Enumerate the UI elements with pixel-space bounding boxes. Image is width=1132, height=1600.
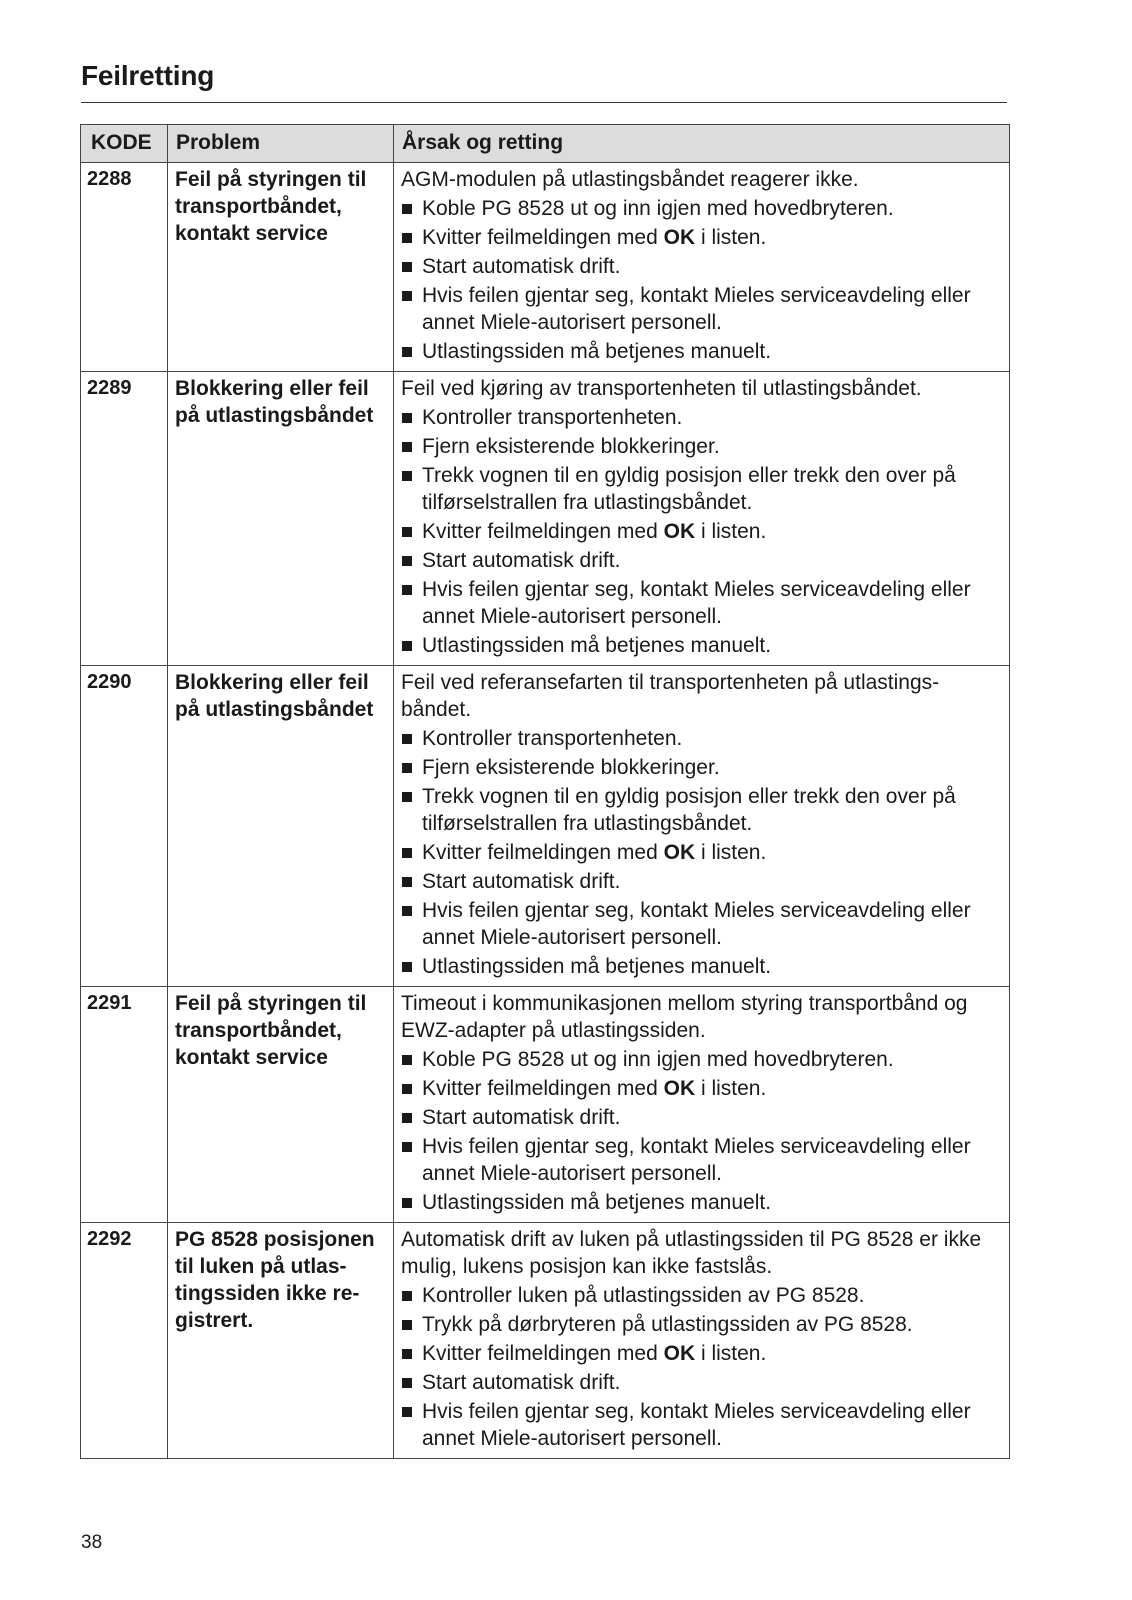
step-text: Kvitter feilmeldingen med <box>422 520 664 543</box>
cause-and-remedy <box>394 372 1010 666</box>
remedy-steps <box>401 725 1003 980</box>
remedy-steps <box>401 404 1003 659</box>
step-text: Hvis feilen gjentar seg, kontakt Mieles serviceavdeling eller annet Miele-autorisert personell. <box>422 284 971 334</box>
remedy-step <box>401 338 1003 365</box>
remedy-step <box>401 1369 1003 1396</box>
square-bullet-icon <box>402 413 412 423</box>
cause-text: Timeout i kommunikasjonen mellom styring transportbånd og EWZ-adapter på utlastingssiden. <box>401 992 968 1042</box>
remedy-steps <box>401 1282 1003 1452</box>
table-body <box>81 163 1010 1459</box>
ok-key-label: OK <box>663 520 696 543</box>
remedy-step <box>401 632 1003 659</box>
problem-description: PG 8528 posisjonen til luken på utlas-tingssiden ikke re-gistrert. <box>168 1223 394 1459</box>
step-text: Kontroller transportenheten. <box>422 727 683 750</box>
remedy-step <box>401 754 1003 781</box>
step-text: Utlastingssiden må betjenes manuelt. <box>422 955 772 978</box>
remedy-step <box>401 1046 1003 1073</box>
remedy-step <box>401 839 1003 866</box>
remedy-step <box>401 547 1003 574</box>
square-bullet-icon <box>402 1349 412 1359</box>
ok-key-label: OK <box>663 1342 696 1365</box>
remedy-steps <box>401 1046 1003 1216</box>
step-text: Koble PG 8528 ut og inn igjen med hovedbryteren. <box>422 197 894 220</box>
step-text: Start automatisk drift. <box>422 1106 621 1129</box>
remedy-step <box>401 404 1003 431</box>
remedy-step <box>401 1104 1003 1131</box>
cause-text: Feil ved referansefarten til transportenheten på utlastings-båndet. <box>401 671 940 721</box>
square-bullet-icon <box>402 585 412 595</box>
step-text: Trekk vognen til en gyldig posisjon eller trekk den over på tilførselstrallen fra utlastingsbåndet. <box>422 785 956 835</box>
problem-description: Feil på styringen til transportbåndet, kontakt service <box>168 987 394 1223</box>
remedy-step <box>401 1189 1003 1216</box>
ok-key-label: OK <box>663 226 696 249</box>
cause-text: Automatisk drift av luken på utlastingssiden til PG 8528 er ikke mulig, lukens posisjon kan ikke fastslås. <box>401 1228 982 1278</box>
remedy-step <box>401 725 1003 752</box>
square-bullet-icon <box>402 792 412 802</box>
square-bullet-icon <box>402 1378 412 1388</box>
remedy-step <box>401 953 1003 980</box>
square-bullet-icon <box>402 1320 412 1330</box>
step-text: Trekk vognen til en gyldig posisjon eller trekk den over på tilførselstrallen fra utlastingsbåndet. <box>422 464 956 514</box>
square-bullet-icon <box>402 527 412 537</box>
square-bullet-icon <box>402 347 412 357</box>
step-text: Hvis feilen gjentar seg, kontakt Mieles serviceavdeling eller annet Miele-autorisert personell. <box>422 578 971 628</box>
square-bullet-icon <box>402 262 412 272</box>
header-problem: Problem <box>168 125 394 163</box>
step-text: Hvis feilen gjentar seg, kontakt Mieles serviceavdeling eller annet Miele-autorisert personell. <box>422 1400 971 1450</box>
cause-and-remedy <box>394 163 1010 372</box>
step-text-suffix: i listen. <box>695 226 767 249</box>
remedy-step <box>401 783 1003 837</box>
square-bullet-icon <box>402 1113 412 1123</box>
fault-code: 2288 <box>81 163 168 372</box>
remedy-step <box>401 195 1003 222</box>
remedy-step <box>401 1133 1003 1187</box>
table-row <box>81 987 1010 1223</box>
remedy-step <box>401 1311 1003 1338</box>
step-text: Start automatisk drift. <box>422 1371 621 1394</box>
step-text: Koble PG 8528 ut og inn igjen med hovedbryteren. <box>422 1048 894 1071</box>
fault-code: 2292 <box>81 1223 168 1459</box>
step-text-suffix: i listen. <box>695 1342 767 1365</box>
step-text: Fjern eksisterende blokkeringer. <box>422 756 720 779</box>
square-bullet-icon <box>402 641 412 651</box>
remedy-step <box>401 253 1003 280</box>
square-bullet-icon <box>402 877 412 887</box>
header-code: KODE <box>81 125 168 163</box>
step-text: Kvitter feilmeldingen med <box>422 1077 664 1100</box>
page-title: Feilretting <box>81 60 215 91</box>
square-bullet-icon <box>402 1407 412 1417</box>
step-text: Kvitter feilmeldingen med <box>422 226 664 249</box>
square-bullet-icon <box>402 1291 412 1301</box>
remedy-steps <box>401 195 1003 365</box>
step-text: Utlastingssiden må betjenes manuelt. <box>422 1191 772 1214</box>
step-text: Hvis feilen gjentar seg, kontakt Mieles serviceavdeling eller annet Miele-autorisert personell. <box>422 1135 971 1185</box>
step-text: Kvitter feilmeldingen med <box>422 1342 664 1365</box>
square-bullet-icon <box>402 291 412 301</box>
step-text: Fjern eksisterende blokkeringer. <box>422 435 720 458</box>
problem-description: Blokkering eller feil på utlastingsbåndet <box>168 666 394 987</box>
square-bullet-icon <box>402 1055 412 1065</box>
table-row <box>81 666 1010 987</box>
remedy-step <box>401 282 1003 336</box>
problem-description: Feil på styringen til transportbåndet, kontakt service <box>168 163 394 372</box>
square-bullet-icon <box>402 1142 412 1152</box>
square-bullet-icon <box>402 556 412 566</box>
square-bullet-icon <box>402 848 412 858</box>
remedy-step <box>401 1075 1003 1102</box>
remedy-step <box>401 433 1003 460</box>
cause-text: AGM-modulen på utlastingsbåndet reagerer ikke. <box>401 168 859 191</box>
table-row <box>81 1223 1010 1459</box>
square-bullet-icon <box>402 962 412 972</box>
step-text: Start automatisk drift. <box>422 549 621 572</box>
step-text: Trykk på dørbryteren på utlastingssiden av PG 8528. <box>422 1313 913 1336</box>
square-bullet-icon <box>402 204 412 214</box>
remedy-step <box>401 462 1003 516</box>
fault-code: 2289 <box>81 372 168 666</box>
cause-text: Feil ved kjøring av transportenheten til utlastingsbåndet. <box>401 377 922 400</box>
ok-key-label: OK <box>663 1077 696 1100</box>
ok-key-label: OK <box>663 841 696 864</box>
square-bullet-icon <box>402 471 412 481</box>
remedy-step <box>401 1282 1003 1309</box>
remedy-step <box>401 224 1003 251</box>
remedy-step <box>401 1340 1003 1367</box>
table-header-row <box>81 125 1010 163</box>
square-bullet-icon <box>402 734 412 744</box>
step-text: Kontroller luken på utlastingssiden av PG 8528. <box>422 1284 865 1307</box>
fault-code: 2290 <box>81 666 168 987</box>
square-bullet-icon <box>402 233 412 243</box>
step-text: Kontroller transportenheten. <box>422 406 683 429</box>
step-text: Start automatisk drift. <box>422 870 621 893</box>
cause-and-remedy <box>394 987 1010 1223</box>
fault-code-table <box>80 124 1010 1459</box>
cause-and-remedy <box>394 1223 1010 1459</box>
remedy-step <box>401 897 1003 951</box>
square-bullet-icon <box>402 763 412 773</box>
remedy-step <box>401 1398 1003 1452</box>
step-text: Kvitter feilmeldingen med <box>422 841 664 864</box>
fault-code: 2291 <box>81 987 168 1223</box>
step-text: Start automatisk drift. <box>422 255 621 278</box>
step-text-suffix: i listen. <box>695 1077 767 1100</box>
remedy-step <box>401 868 1003 895</box>
problem-description: Blokkering eller feil på utlastingsbåndet <box>168 372 394 666</box>
remedy-step <box>401 518 1003 545</box>
square-bullet-icon <box>402 1198 412 1208</box>
step-text: Utlastingssiden må betjenes manuelt. <box>422 340 772 363</box>
step-text: Hvis feilen gjentar seg, kontakt Mieles serviceavdeling eller annet Miele-autorisert personell. <box>422 899 971 949</box>
table-row <box>81 163 1010 372</box>
page-number: 38 <box>81 1532 103 1553</box>
step-text-suffix: i listen. <box>695 520 767 543</box>
remedy-step <box>401 576 1003 630</box>
table-row <box>81 372 1010 666</box>
step-text-suffix: i listen. <box>695 841 767 864</box>
title-divider <box>81 102 1007 103</box>
header-cause: Årsak og retting <box>394 125 1010 163</box>
square-bullet-icon <box>402 906 412 916</box>
cause-and-remedy <box>394 666 1010 987</box>
step-text: Utlastingssiden må betjenes manuelt. <box>422 634 772 657</box>
square-bullet-icon <box>402 442 412 452</box>
square-bullet-icon <box>402 1084 412 1094</box>
